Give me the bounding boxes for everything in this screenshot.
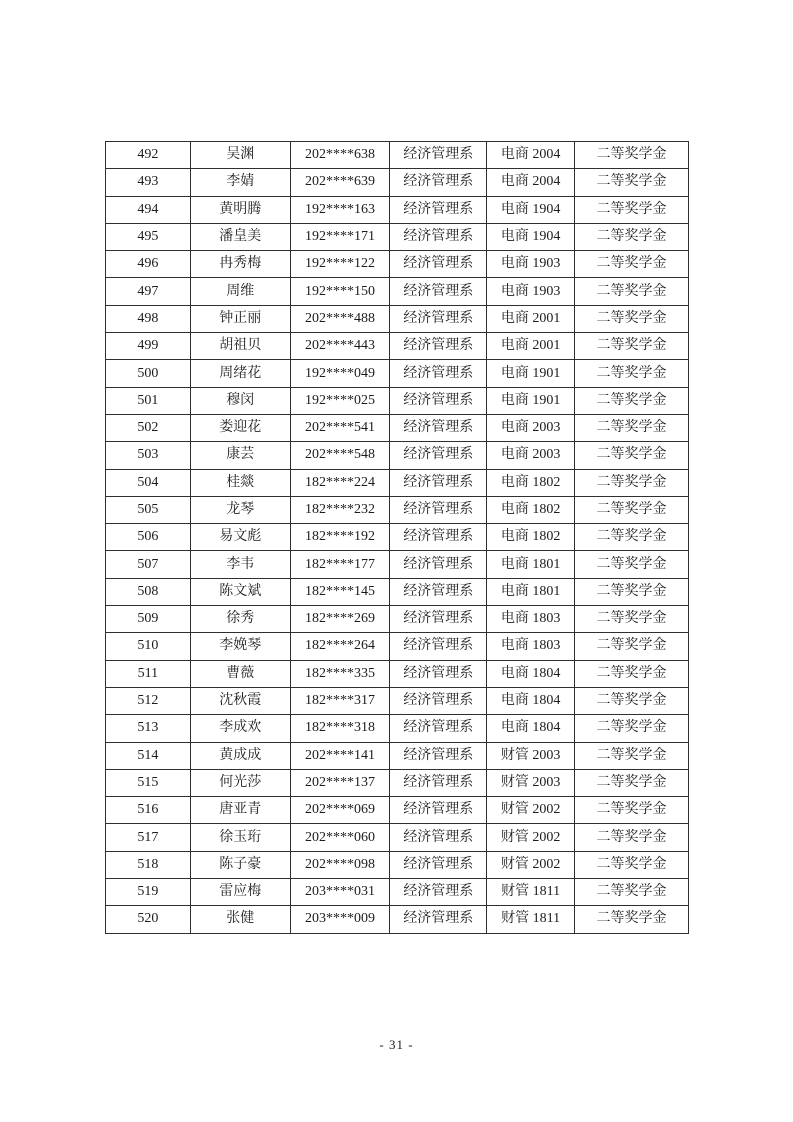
cell-class: 电商 1901 bbox=[487, 360, 575, 387]
cell-student-name: 李婧 bbox=[190, 169, 290, 196]
cell-award: 二等奖学金 bbox=[575, 251, 689, 278]
cell-student-id: 202****098 bbox=[290, 851, 390, 878]
cell-student-name: 穆闵 bbox=[190, 387, 290, 414]
cell-award: 二等奖学金 bbox=[575, 414, 689, 441]
cell-department: 经济管理系 bbox=[390, 414, 487, 441]
cell-serial-number: 511 bbox=[106, 660, 191, 687]
cell-class: 电商 1903 bbox=[487, 278, 575, 305]
cell-student-name: 曹薇 bbox=[190, 660, 290, 687]
table-row bbox=[106, 606, 689, 633]
table-row bbox=[106, 879, 689, 906]
cell-department: 经济管理系 bbox=[390, 305, 487, 332]
cell-department: 经济管理系 bbox=[390, 606, 487, 633]
cell-student-name: 徐玉珩 bbox=[190, 824, 290, 851]
cell-class: 电商 1803 bbox=[487, 606, 575, 633]
cell-student-id: 202****141 bbox=[290, 742, 390, 769]
cell-student-id: 182****335 bbox=[290, 660, 390, 687]
table-row bbox=[106, 687, 689, 714]
cell-award: 二等奖学金 bbox=[575, 223, 689, 250]
cell-class: 财管 2003 bbox=[487, 769, 575, 796]
table-row bbox=[106, 578, 689, 605]
cell-serial-number: 508 bbox=[106, 578, 191, 605]
cell-department: 经济管理系 bbox=[390, 278, 487, 305]
cell-student-name: 张健 bbox=[190, 906, 290, 933]
cell-department: 经济管理系 bbox=[390, 496, 487, 523]
cell-class: 电商 1904 bbox=[487, 223, 575, 250]
cell-class: 电商 2004 bbox=[487, 142, 575, 169]
cell-student-id: 182****318 bbox=[290, 715, 390, 742]
cell-class: 电商 1904 bbox=[487, 196, 575, 223]
table-row bbox=[106, 715, 689, 742]
cell-student-id: 182****224 bbox=[290, 469, 390, 496]
cell-class: 电商 1804 bbox=[487, 687, 575, 714]
cell-class: 财管 2002 bbox=[487, 851, 575, 878]
cell-award: 二等奖学金 bbox=[575, 660, 689, 687]
cell-class: 财管 1811 bbox=[487, 906, 575, 933]
cell-award: 二等奖学金 bbox=[575, 879, 689, 906]
cell-student-name: 钟正丽 bbox=[190, 305, 290, 332]
cell-award: 二等奖学金 bbox=[575, 715, 689, 742]
table-row bbox=[106, 824, 689, 851]
cell-class: 电商 1801 bbox=[487, 578, 575, 605]
scholarship-table bbox=[105, 141, 689, 934]
cell-serial-number: 507 bbox=[106, 551, 191, 578]
cell-serial-number: 509 bbox=[106, 606, 191, 633]
cell-serial-number: 492 bbox=[106, 142, 191, 169]
cell-student-id: 202****639 bbox=[290, 169, 390, 196]
cell-department: 经济管理系 bbox=[390, 715, 487, 742]
table-row bbox=[106, 769, 689, 796]
cell-serial-number: 519 bbox=[106, 879, 191, 906]
table-row bbox=[106, 142, 689, 169]
cell-student-id: 182****192 bbox=[290, 524, 390, 551]
cell-department: 经济管理系 bbox=[390, 769, 487, 796]
page-number: - 31 - bbox=[379, 1037, 414, 1052]
cell-class: 电商 1804 bbox=[487, 715, 575, 742]
table-row bbox=[106, 414, 689, 441]
cell-student-name: 胡祖贝 bbox=[190, 333, 290, 360]
cell-student-id: 202****060 bbox=[290, 824, 390, 851]
cell-award: 二等奖学金 bbox=[575, 797, 689, 824]
cell-serial-number: 495 bbox=[106, 223, 191, 250]
cell-department: 经济管理系 bbox=[390, 824, 487, 851]
cell-student-id: 182****264 bbox=[290, 633, 390, 660]
cell-student-id: 203****031 bbox=[290, 879, 390, 906]
cell-student-id: 182****145 bbox=[290, 578, 390, 605]
cell-class: 电商 2003 bbox=[487, 442, 575, 469]
cell-department: 经济管理系 bbox=[390, 469, 487, 496]
cell-student-id: 202****541 bbox=[290, 414, 390, 441]
cell-award: 二等奖学金 bbox=[575, 633, 689, 660]
cell-department: 经济管理系 bbox=[390, 879, 487, 906]
cell-serial-number: 501 bbox=[106, 387, 191, 414]
cell-serial-number: 499 bbox=[106, 333, 191, 360]
cell-student-name: 何光莎 bbox=[190, 769, 290, 796]
table-row bbox=[106, 387, 689, 414]
cell-student-id: 202****638 bbox=[290, 142, 390, 169]
cell-serial-number: 516 bbox=[106, 797, 191, 824]
cell-class: 电商 2003 bbox=[487, 414, 575, 441]
table-row bbox=[106, 551, 689, 578]
cell-serial-number: 515 bbox=[106, 769, 191, 796]
cell-student-name: 桂燚 bbox=[190, 469, 290, 496]
cell-class: 电商 2001 bbox=[487, 333, 575, 360]
table-row bbox=[106, 442, 689, 469]
cell-serial-number: 520 bbox=[106, 906, 191, 933]
cell-award: 二等奖学金 bbox=[575, 687, 689, 714]
cell-class: 电商 1803 bbox=[487, 633, 575, 660]
cell-student-name: 黄明腾 bbox=[190, 196, 290, 223]
cell-student-id: 192****122 bbox=[290, 251, 390, 278]
cell-department: 经济管理系 bbox=[390, 578, 487, 605]
cell-student-id: 182****232 bbox=[290, 496, 390, 523]
cell-award: 二等奖学金 bbox=[575, 906, 689, 933]
cell-student-name: 黄成成 bbox=[190, 742, 290, 769]
cell-student-name: 康芸 bbox=[190, 442, 290, 469]
cell-student-name: 周绪花 bbox=[190, 360, 290, 387]
cell-department: 经济管理系 bbox=[390, 851, 487, 878]
cell-department: 经济管理系 bbox=[390, 797, 487, 824]
cell-department: 经济管理系 bbox=[390, 223, 487, 250]
table-row bbox=[106, 223, 689, 250]
cell-award: 二等奖学金 bbox=[575, 142, 689, 169]
table-row bbox=[106, 333, 689, 360]
cell-student-id: 202****488 bbox=[290, 305, 390, 332]
cell-department: 经济管理系 bbox=[390, 906, 487, 933]
cell-class: 电商 1801 bbox=[487, 551, 575, 578]
cell-serial-number: 493 bbox=[106, 169, 191, 196]
cell-class: 财管 1811 bbox=[487, 879, 575, 906]
cell-serial-number: 506 bbox=[106, 524, 191, 551]
cell-student-name: 周维 bbox=[190, 278, 290, 305]
table-row bbox=[106, 524, 689, 551]
cell-award: 二等奖学金 bbox=[575, 851, 689, 878]
cell-class: 电商 1802 bbox=[487, 469, 575, 496]
cell-serial-number: 504 bbox=[106, 469, 191, 496]
cell-student-name: 吴渊 bbox=[190, 142, 290, 169]
cell-serial-number: 512 bbox=[106, 687, 191, 714]
table-row bbox=[106, 196, 689, 223]
cell-student-id: 202****443 bbox=[290, 333, 390, 360]
table-row bbox=[106, 633, 689, 660]
cell-student-name: 龙琴 bbox=[190, 496, 290, 523]
table-row bbox=[106, 469, 689, 496]
cell-student-id: 182****317 bbox=[290, 687, 390, 714]
cell-department: 经济管理系 bbox=[390, 360, 487, 387]
table-row bbox=[106, 851, 689, 878]
cell-department: 经济管理系 bbox=[390, 687, 487, 714]
cell-student-name: 陈子豪 bbox=[190, 851, 290, 878]
cell-award: 二等奖学金 bbox=[575, 305, 689, 332]
cell-student-name: 陈文斌 bbox=[190, 578, 290, 605]
cell-department: 经济管理系 bbox=[390, 196, 487, 223]
cell-award: 二等奖学金 bbox=[575, 551, 689, 578]
cell-class: 财管 2002 bbox=[487, 797, 575, 824]
table-row bbox=[106, 360, 689, 387]
cell-class: 电商 1802 bbox=[487, 524, 575, 551]
cell-serial-number: 503 bbox=[106, 442, 191, 469]
cell-student-name: 徐秀 bbox=[190, 606, 290, 633]
cell-student-name: 雷应梅 bbox=[190, 879, 290, 906]
cell-department: 经济管理系 bbox=[390, 169, 487, 196]
cell-award: 二等奖学金 bbox=[575, 496, 689, 523]
cell-award: 二等奖学金 bbox=[575, 742, 689, 769]
cell-award: 二等奖学金 bbox=[575, 278, 689, 305]
cell-student-id: 192****025 bbox=[290, 387, 390, 414]
cell-serial-number: 514 bbox=[106, 742, 191, 769]
cell-serial-number: 498 bbox=[106, 305, 191, 332]
cell-student-id: 192****049 bbox=[290, 360, 390, 387]
cell-department: 经济管理系 bbox=[390, 387, 487, 414]
cell-department: 经济管理系 bbox=[390, 524, 487, 551]
cell-student-id: 202****137 bbox=[290, 769, 390, 796]
table-row bbox=[106, 660, 689, 687]
cell-department: 经济管理系 bbox=[390, 251, 487, 278]
table-row bbox=[106, 742, 689, 769]
cell-class: 电商 1804 bbox=[487, 660, 575, 687]
cell-department: 经济管理系 bbox=[390, 333, 487, 360]
cell-serial-number: 505 bbox=[106, 496, 191, 523]
cell-serial-number: 500 bbox=[106, 360, 191, 387]
table-row bbox=[106, 169, 689, 196]
cell-department: 经济管理系 bbox=[390, 551, 487, 578]
cell-award: 二等奖学金 bbox=[575, 333, 689, 360]
cell-award: 二等奖学金 bbox=[575, 169, 689, 196]
table-row bbox=[106, 496, 689, 523]
cell-award: 二等奖学金 bbox=[575, 578, 689, 605]
cell-student-id: 202****069 bbox=[290, 797, 390, 824]
cell-student-name: 冉秀梅 bbox=[190, 251, 290, 278]
cell-department: 经济管理系 bbox=[390, 142, 487, 169]
table-body bbox=[106, 142, 689, 934]
table-row bbox=[106, 906, 689, 933]
cell-department: 经济管理系 bbox=[390, 660, 487, 687]
cell-class: 财管 2002 bbox=[487, 824, 575, 851]
cell-class: 电商 2004 bbox=[487, 169, 575, 196]
cell-award: 二等奖学金 bbox=[575, 606, 689, 633]
cell-student-name: 易文彪 bbox=[190, 524, 290, 551]
table-row bbox=[106, 251, 689, 278]
cell-student-id: 192****150 bbox=[290, 278, 390, 305]
cell-student-id: 182****177 bbox=[290, 551, 390, 578]
cell-student-name: 沈秋霞 bbox=[190, 687, 290, 714]
cell-serial-number: 502 bbox=[106, 414, 191, 441]
cell-student-id: 192****171 bbox=[290, 223, 390, 250]
cell-class: 电商 1901 bbox=[487, 387, 575, 414]
cell-class: 财管 2003 bbox=[487, 742, 575, 769]
cell-class: 电商 2001 bbox=[487, 305, 575, 332]
cell-student-name: 潘皇美 bbox=[190, 223, 290, 250]
cell-serial-number: 494 bbox=[106, 196, 191, 223]
cell-student-id: 192****163 bbox=[290, 196, 390, 223]
cell-serial-number: 497 bbox=[106, 278, 191, 305]
cell-award: 二等奖学金 bbox=[575, 769, 689, 796]
cell-award: 二等奖学金 bbox=[575, 442, 689, 469]
table-row bbox=[106, 278, 689, 305]
cell-department: 经济管理系 bbox=[390, 633, 487, 660]
cell-department: 经济管理系 bbox=[390, 742, 487, 769]
cell-award: 二等奖学金 bbox=[575, 387, 689, 414]
cell-serial-number: 518 bbox=[106, 851, 191, 878]
cell-student-id: 182****269 bbox=[290, 606, 390, 633]
cell-serial-number: 513 bbox=[106, 715, 191, 742]
cell-serial-number: 496 bbox=[106, 251, 191, 278]
cell-student-id: 202****548 bbox=[290, 442, 390, 469]
cell-student-name: 李成欢 bbox=[190, 715, 290, 742]
cell-class: 电商 1802 bbox=[487, 496, 575, 523]
cell-department: 经济管理系 bbox=[390, 442, 487, 469]
cell-student-name: 唐亚青 bbox=[190, 797, 290, 824]
cell-class: 电商 1903 bbox=[487, 251, 575, 278]
cell-award: 二等奖学金 bbox=[575, 824, 689, 851]
cell-student-id: 203****009 bbox=[290, 906, 390, 933]
table-row bbox=[106, 305, 689, 332]
cell-award: 二等奖学金 bbox=[575, 469, 689, 496]
cell-award: 二等奖学金 bbox=[575, 360, 689, 387]
cell-award: 二等奖学金 bbox=[575, 524, 689, 551]
table-row bbox=[106, 797, 689, 824]
cell-serial-number: 510 bbox=[106, 633, 191, 660]
cell-student-name: 娄迎花 bbox=[190, 414, 290, 441]
cell-serial-number: 517 bbox=[106, 824, 191, 851]
cell-student-name: 李娩琴 bbox=[190, 633, 290, 660]
cell-student-name: 李韦 bbox=[190, 551, 290, 578]
cell-award: 二等奖学金 bbox=[575, 196, 689, 223]
